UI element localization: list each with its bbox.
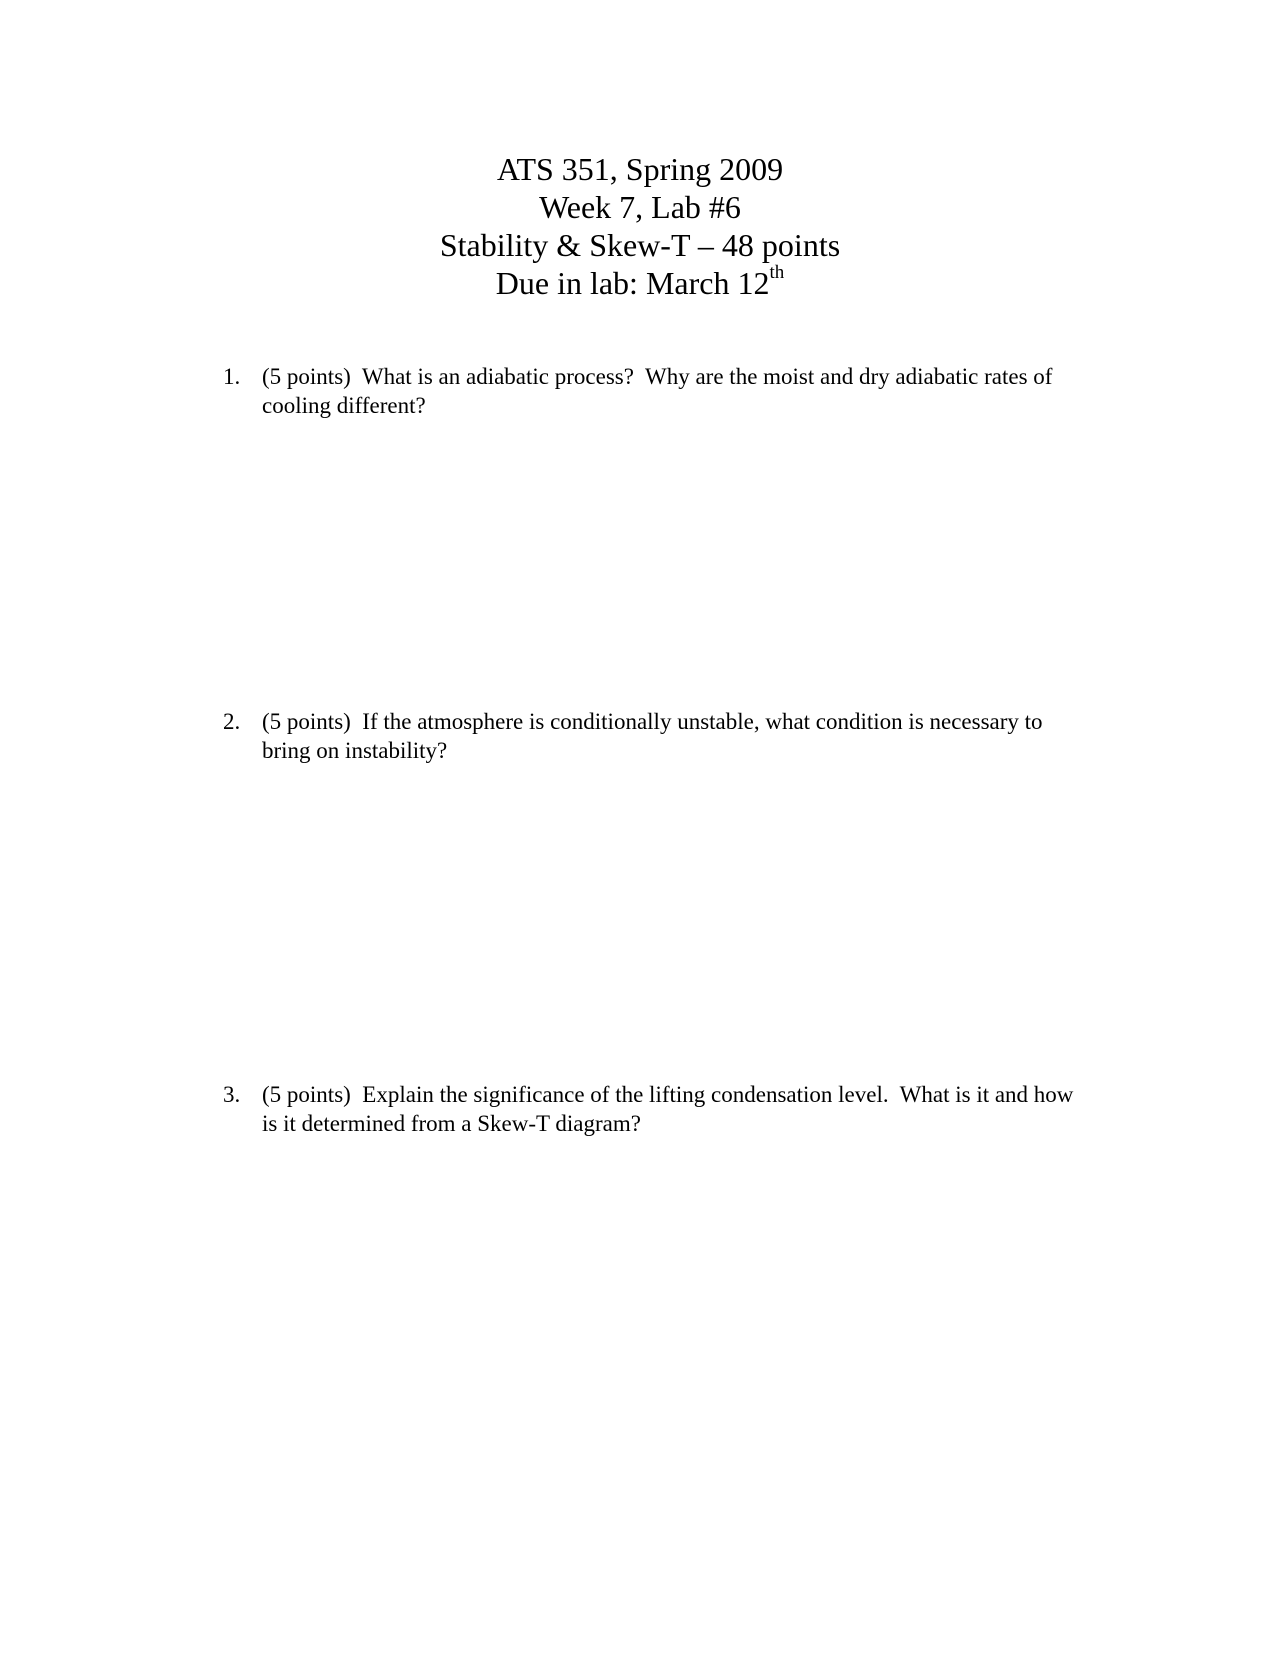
question-item xyxy=(223,362,1093,420)
lab-topic-title: Stability & Skew-T – 48 points xyxy=(439,227,841,263)
due-date-text: Due in lab: March 12 xyxy=(495,265,770,301)
question-item xyxy=(223,707,1093,765)
course-title: ATS 351, Spring 2009 xyxy=(496,151,784,187)
question-number: 1. xyxy=(223,364,241,389)
question-number: 2. xyxy=(223,709,241,734)
question-number: 3. xyxy=(223,1082,241,1107)
week-lab-title: Week 7, Lab #6 xyxy=(539,189,741,225)
due-date xyxy=(0,264,1280,302)
question-text: (5 points) If the atmosphere is conditionally unstable, what condition is necessary to bring on instability? xyxy=(262,709,1049,763)
question-item xyxy=(223,1080,1093,1138)
question-text: (5 points) What is an adiabatic process? Why are the moist and dry adiabatic rates of cooling different? xyxy=(262,364,1059,418)
document-header xyxy=(0,150,1280,302)
question-text: (5 points) Explain the significance of the lifting condensation level. What is it and how is it determined from a Skew-T diagram? xyxy=(262,1082,1080,1136)
due-date-ordinal-suffix: th xyxy=(769,262,785,284)
